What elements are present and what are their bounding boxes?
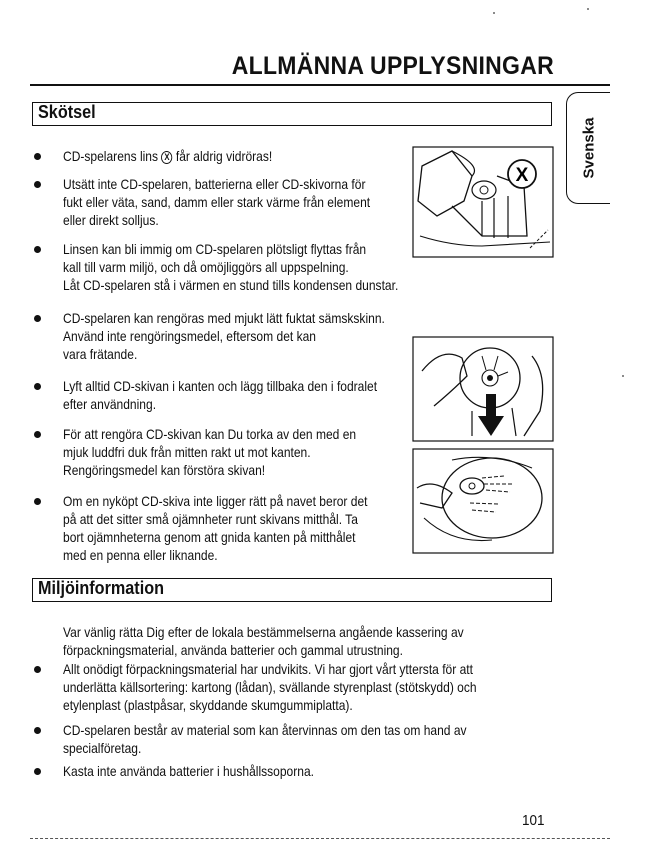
lens-x-label: X [515, 165, 529, 186]
list-item-line: CD-spelaren kan rengöras med mjukt lätt fuktat sämskskinn. [63, 310, 385, 326]
wipe-disc-illustration [412, 448, 554, 554]
bullet-icon [34, 181, 41, 188]
list-item-line: eller direkt solljus. [63, 212, 159, 228]
lift-disc-illustration [412, 336, 554, 442]
list-item-line: Rengöringsmedel kan förstöra skivan! [63, 462, 266, 478]
list-item-line: mjuk luddfri duk från mitten rakt ut mot kanten. [63, 444, 311, 460]
list-item-line: efter användning. [63, 396, 157, 412]
list-item-line: på att det sitter små ojämnheter runt skivans mitthål. Ta [63, 511, 358, 527]
list-item-line: bort ojämnheterna genom att gnida kanten på mitthålet [63, 529, 356, 545]
list-item-line: Lyft alltid CD-skivan i kanten och lägg tillbaka den i fodralet [63, 378, 378, 394]
bullet-icon [34, 431, 41, 438]
list-item-line: För att rengöra CD-skivan kan Du torka av den med en [63, 426, 357, 442]
language-tab [566, 92, 610, 204]
bottom-rule [30, 838, 610, 839]
down-arrow-icon [486, 394, 496, 416]
list-item-line: Linsen kan bli immig om CD-spelaren plötsligt flyttas från [63, 241, 367, 257]
page-title: ALLMÄNNA UPPLYSNINGAR [231, 52, 554, 80]
title-rule [30, 84, 610, 86]
miljo-intro-line: förpackningsmaterial, använda batterier och gammal utrustning. [63, 642, 403, 658]
bullet-icon [34, 768, 41, 775]
bullet-icon [34, 153, 41, 160]
list-item-line: kall till varm miljö, och då omöjliggörs all uppspelning. [63, 259, 349, 275]
list-item-line: specialföretag. [63, 740, 142, 756]
list-item-line: Använd inte rengöringsmedel, eftersom det kan [63, 328, 316, 344]
list-item-line: etylenplast (plastpåsar, skyddande skumgummiplatta). [63, 697, 353, 713]
list-item-line: Allt onödigt förpackningsmaterial har undvikits. Vi har gjort vårt yttersta för att [63, 661, 474, 677]
bullet-icon [34, 727, 41, 734]
bullet-icon [34, 246, 41, 253]
list-item-line: underlätta källsortering: kartong (lådan), svällande styrenplast (stötskydd) och [63, 679, 477, 695]
list-item-line: Utsätt inte CD-spelaren, batterierna eller CD-skivorna för [63, 176, 366, 192]
section-heading-skotsel [32, 102, 552, 126]
bullet-icon [34, 666, 41, 673]
section-heading-miljo [32, 578, 552, 602]
list-item-line: CD-spelaren består av material som kan återvinnas om den tas om hand av [63, 722, 467, 738]
section-heading-skotsel-label: Skötsel [38, 102, 96, 122]
section-heading-miljo-label: Miljöinformation [38, 578, 164, 598]
page-number: 101 [522, 812, 545, 829]
list-item-line: vara frätande. [63, 346, 138, 362]
list-item-line: med en penna eller liknande. [63, 547, 218, 563]
list-item-line: Låt CD-spelaren stå i värmen en stund tills kondensen dunstar. [63, 277, 399, 293]
list-item-line: Kasta inte använda batterier i hushållssoporna. [63, 763, 314, 779]
list-item-line: Om en nyköpt CD-skiva inte ligger rätt på navet beror det [63, 493, 368, 509]
list-item-line: fukt eller väta, sand, damm eller stark värme från element [63, 194, 371, 210]
list-item-line: CD-spelarens lins X får aldrig vidröras! [63, 148, 273, 164]
language-tab-label: Svenska [580, 117, 597, 179]
lens-warning-illustration [412, 146, 554, 258]
bullet-icon [34, 383, 41, 390]
lens-symbol-icon: X [161, 151, 172, 164]
lift-disc-frame [413, 337, 553, 441]
bullet-icon [34, 498, 41, 505]
bullet-icon [34, 315, 41, 322]
miljo-intro-line: Var vänlig rätta Dig efter de lokala bestämmelserna angående kassering av [63, 624, 464, 640]
